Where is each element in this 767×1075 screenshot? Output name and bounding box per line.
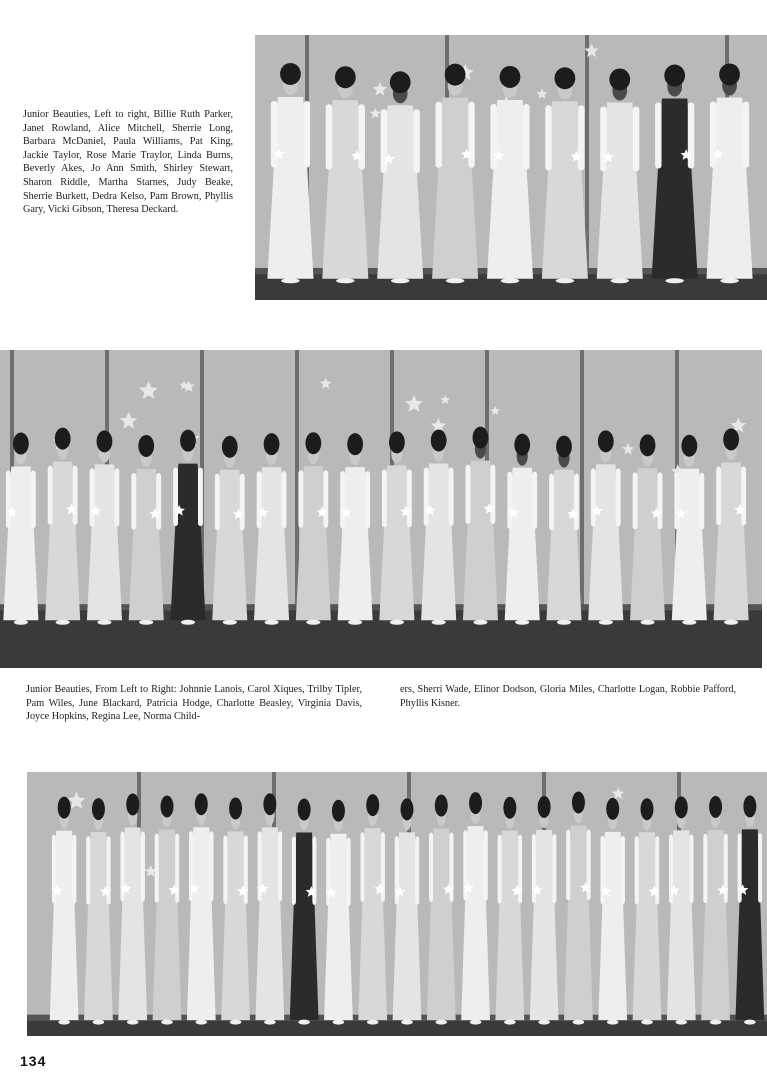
hair bbox=[138, 435, 154, 457]
hair bbox=[263, 793, 276, 815]
glove bbox=[155, 833, 159, 902]
glove bbox=[658, 472, 663, 529]
hair bbox=[332, 800, 345, 822]
shoes bbox=[744, 1020, 756, 1025]
hair bbox=[640, 434, 656, 456]
glove bbox=[490, 465, 495, 524]
hair bbox=[609, 68, 630, 90]
hair bbox=[681, 435, 697, 457]
hair bbox=[435, 795, 448, 817]
glove bbox=[326, 104, 332, 169]
glove bbox=[429, 833, 433, 903]
glove bbox=[323, 470, 328, 528]
shoes bbox=[336, 278, 354, 283]
glove bbox=[436, 102, 442, 168]
glove bbox=[635, 836, 639, 904]
glove bbox=[574, 474, 579, 531]
glove bbox=[566, 829, 570, 900]
hair bbox=[401, 798, 414, 820]
top-photo-image bbox=[255, 35, 767, 300]
hair bbox=[229, 797, 242, 819]
glove bbox=[114, 468, 119, 526]
top-photo-caption: Junior Beauties, Left to right, Billie Ruth Parker, Janet Rowland, Alice Mitchell, Sherrie Long, Barbara McDaniel, Paula Williams, Pat King, Jackie Taylor, Rose Marie Traylor, Linda Burns, Beverly Akes, Jo Ann Smith, Shirley Stewart, Sharon Riddle, Martha Starnes, Judy Beake, Sherrie Burkett, Dedra Kelso, Pam Brown, Phyllis Gary, Vicki Gibson, Theresa Deckard. bbox=[23, 109, 233, 216]
middle-photo-image bbox=[0, 350, 762, 668]
hair bbox=[469, 792, 482, 814]
shoes bbox=[230, 1020, 242, 1025]
middle-photo-caption-column-2: ers, Sherri Wade, Elinor Dodson, Gloria Miles, Charlotte Logan, Robbie Pafford, Phyllis Kisner. bbox=[400, 684, 736, 709]
glove bbox=[699, 473, 704, 530]
glove bbox=[532, 472, 537, 529]
glove bbox=[131, 473, 136, 530]
glove bbox=[545, 105, 551, 170]
hair bbox=[58, 797, 71, 819]
glove bbox=[292, 837, 296, 905]
shoes bbox=[298, 1020, 310, 1025]
page-number: 134 bbox=[20, 1053, 47, 1069]
hair bbox=[264, 433, 280, 455]
shoes bbox=[676, 1020, 688, 1025]
shoes bbox=[501, 278, 519, 283]
hair bbox=[92, 798, 105, 820]
shoes bbox=[515, 620, 529, 625]
shoes bbox=[538, 1020, 550, 1025]
hair bbox=[598, 430, 614, 452]
glove bbox=[360, 832, 364, 902]
glove bbox=[466, 465, 471, 524]
shoes bbox=[306, 620, 320, 625]
middle-photo-caption-column-1: Junior Beauties, From Left to Right: Johnnie Lanois, Carol Xiques, Trilby Tipler, Pam Wiles, June Blackard, Patricia Hodge, Charlotte Beasley, Virginia Davis, Joyce Hopkins, Regina Lee, Norma Child- bbox=[26, 684, 362, 723]
hair bbox=[445, 64, 466, 86]
shoes bbox=[93, 1020, 105, 1025]
shoes bbox=[333, 1020, 345, 1025]
shoes bbox=[14, 620, 28, 625]
hair bbox=[298, 799, 311, 821]
shoes bbox=[97, 620, 111, 625]
glove bbox=[278, 831, 282, 901]
hair bbox=[719, 63, 740, 85]
middle-group-photo bbox=[0, 350, 762, 668]
hair bbox=[55, 428, 71, 450]
shoes bbox=[390, 620, 404, 625]
hair bbox=[538, 796, 551, 818]
shoes bbox=[641, 1020, 653, 1025]
hair bbox=[556, 436, 572, 458]
shoes bbox=[265, 620, 279, 625]
wall-panel-divider bbox=[585, 35, 589, 268]
glove bbox=[282, 471, 287, 528]
glove bbox=[674, 473, 679, 530]
glove bbox=[621, 836, 625, 905]
glove bbox=[382, 469, 387, 527]
glove bbox=[741, 466, 746, 525]
shoes bbox=[720, 278, 738, 283]
shoes bbox=[281, 278, 299, 283]
glove bbox=[31, 471, 36, 529]
glove bbox=[424, 467, 429, 526]
hair bbox=[161, 795, 174, 817]
hair bbox=[126, 793, 139, 815]
top-group-photo bbox=[255, 35, 767, 300]
glove bbox=[48, 466, 53, 525]
shoes bbox=[446, 278, 464, 283]
glove bbox=[298, 470, 303, 528]
shoes bbox=[599, 620, 613, 625]
wall-panel-divider bbox=[580, 350, 584, 604]
glove bbox=[449, 467, 454, 526]
hair bbox=[664, 65, 685, 87]
hair bbox=[500, 66, 521, 88]
shoes bbox=[504, 1020, 516, 1025]
glove bbox=[507, 472, 512, 529]
hair bbox=[390, 71, 411, 93]
glove bbox=[407, 469, 412, 527]
shoes bbox=[264, 1020, 276, 1025]
hair bbox=[572, 791, 585, 813]
hair bbox=[195, 793, 208, 815]
shoes bbox=[56, 620, 70, 625]
hair bbox=[180, 430, 196, 452]
glove bbox=[415, 836, 419, 904]
glove bbox=[173, 468, 178, 526]
glove bbox=[484, 830, 488, 900]
shoes bbox=[58, 1020, 70, 1025]
glove bbox=[689, 834, 693, 903]
glove bbox=[743, 101, 749, 167]
glove bbox=[655, 103, 661, 169]
glove bbox=[73, 466, 78, 525]
glove bbox=[365, 471, 370, 528]
glove bbox=[86, 836, 90, 905]
shoes bbox=[607, 1020, 619, 1025]
shoes bbox=[665, 278, 683, 283]
wall-panel-divider bbox=[295, 350, 299, 604]
glove bbox=[381, 109, 387, 173]
shoes bbox=[127, 1020, 139, 1025]
glove bbox=[72, 835, 76, 904]
hair bbox=[675, 796, 688, 818]
glove bbox=[616, 468, 621, 526]
hair bbox=[709, 796, 722, 818]
shoes bbox=[682, 620, 696, 625]
shoes bbox=[161, 1020, 173, 1025]
hair bbox=[389, 431, 405, 453]
hair bbox=[280, 63, 301, 85]
shoes bbox=[724, 620, 738, 625]
glove bbox=[90, 468, 95, 526]
glove bbox=[633, 472, 638, 529]
hair bbox=[305, 432, 321, 454]
shoes bbox=[196, 1020, 208, 1025]
glove bbox=[156, 473, 161, 530]
shoes bbox=[436, 1020, 448, 1025]
shoes bbox=[641, 620, 655, 625]
shoes bbox=[710, 1020, 722, 1025]
hair bbox=[555, 67, 576, 89]
hair bbox=[222, 436, 238, 458]
bottom-group-photo bbox=[27, 772, 767, 1036]
glove bbox=[257, 471, 262, 528]
glove bbox=[552, 834, 556, 903]
glove bbox=[6, 471, 11, 529]
shoes bbox=[391, 278, 409, 283]
shoes bbox=[556, 278, 574, 283]
hair bbox=[606, 798, 619, 820]
shoes bbox=[557, 620, 571, 625]
glove bbox=[591, 468, 596, 526]
hair bbox=[723, 428, 739, 450]
shoes bbox=[473, 620, 487, 625]
shoes bbox=[401, 1020, 413, 1025]
glove bbox=[141, 831, 145, 901]
glove bbox=[498, 835, 502, 904]
hair bbox=[514, 434, 530, 456]
glove bbox=[633, 106, 639, 171]
hair bbox=[335, 66, 356, 88]
hair bbox=[431, 429, 447, 451]
shoes bbox=[181, 620, 195, 625]
glove bbox=[716, 466, 721, 525]
glove bbox=[340, 471, 345, 528]
glove bbox=[347, 838, 351, 906]
hair bbox=[473, 427, 489, 449]
glove bbox=[413, 109, 419, 173]
glove bbox=[758, 833, 762, 902]
glove bbox=[240, 474, 245, 530]
hair bbox=[743, 795, 756, 817]
hair bbox=[13, 433, 29, 455]
shoes bbox=[470, 1020, 482, 1025]
shoes bbox=[223, 620, 237, 625]
shoes bbox=[367, 1020, 379, 1025]
glove bbox=[549, 474, 554, 531]
glove bbox=[703, 834, 707, 903]
bottom-photo-image bbox=[27, 772, 767, 1036]
hair bbox=[366, 794, 379, 816]
glove bbox=[304, 101, 310, 168]
shoes bbox=[611, 278, 629, 283]
glove bbox=[198, 468, 203, 526]
glove bbox=[523, 104, 529, 170]
shoes bbox=[139, 620, 153, 625]
hair bbox=[641, 798, 654, 820]
glove bbox=[215, 474, 220, 530]
hair bbox=[503, 797, 516, 819]
shoes bbox=[573, 1020, 585, 1025]
hair bbox=[97, 430, 113, 452]
hair bbox=[347, 433, 363, 455]
shoes bbox=[348, 620, 362, 625]
shoes bbox=[432, 620, 446, 625]
glove bbox=[223, 835, 227, 904]
glove bbox=[209, 831, 213, 901]
